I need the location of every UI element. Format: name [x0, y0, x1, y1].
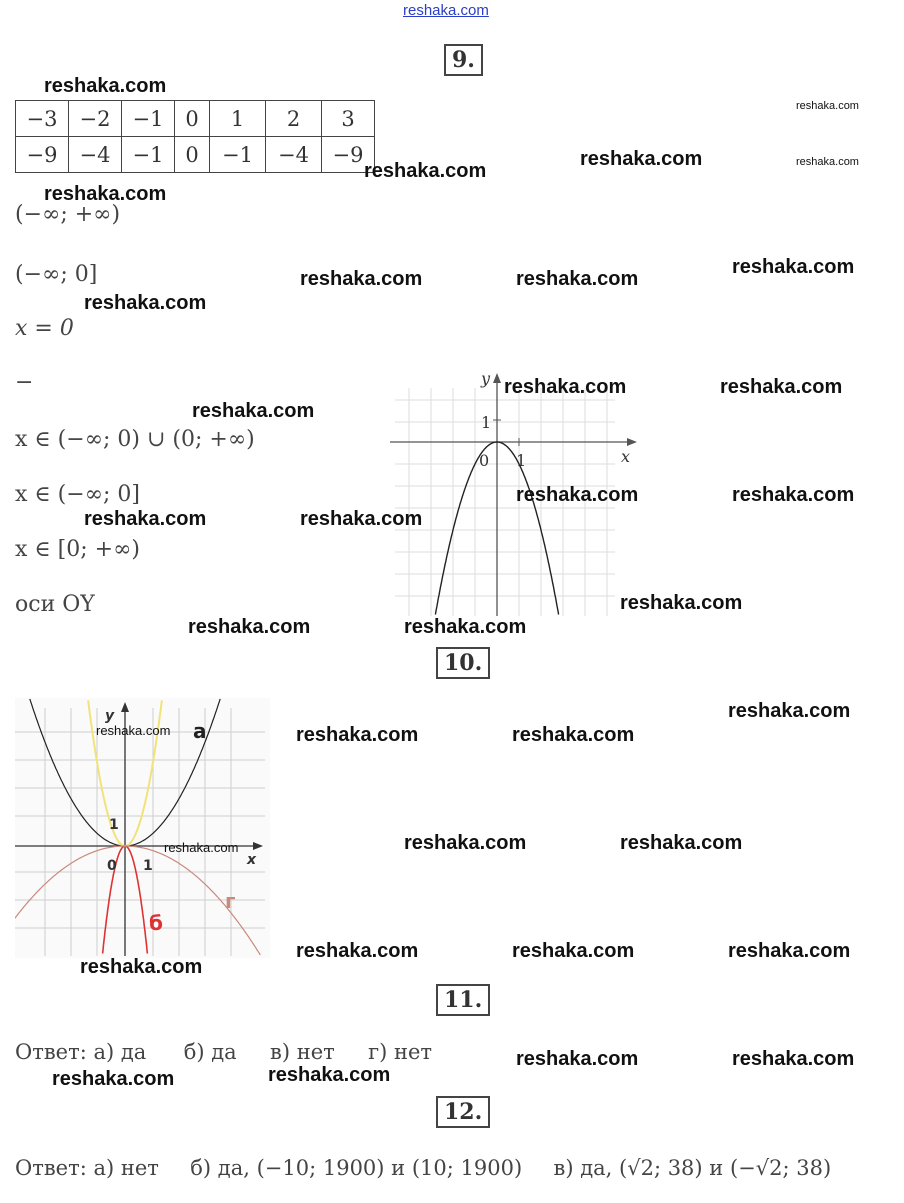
x-axis-label: x: [621, 447, 631, 466]
watermark: reshaka.com: [504, 376, 627, 398]
task-number-12: 12.: [436, 1096, 490, 1128]
table-cell: 2: [266, 101, 322, 137]
watermark: reshaka.com: [512, 724, 635, 746]
origin-label: 0: [479, 451, 490, 470]
curve-label-g: г: [225, 889, 236, 913]
watermark: reshaka.com: [732, 484, 855, 506]
watermark: reshaka.com: [620, 832, 743, 854]
y-tick-label: 1: [109, 817, 119, 833]
x-axis-label: x: [247, 852, 257, 868]
task-number-10: 10.: [436, 647, 490, 679]
table-cell: 3: [322, 101, 375, 137]
watermark: reshaka.com: [44, 75, 167, 97]
watermark: reshaka.com: [512, 940, 635, 962]
watermark: reshaka.com: [580, 148, 703, 170]
watermark: reshaka.com: [84, 292, 207, 314]
answer-line: x = 0: [15, 316, 74, 341]
watermark: reshaka.com: [728, 940, 851, 962]
answer-12: [15, 1156, 831, 1180]
watermark: reshaka.com: [84, 508, 207, 530]
table-row: [16, 101, 375, 137]
table-cell: 0: [175, 101, 210, 137]
answer-line: x ∈ (−∞; 0) ∪ (0; +∞): [15, 427, 255, 452]
x-axis-arrow: [627, 438, 637, 446]
x-tick-label: 1: [143, 858, 153, 874]
answer-v: в) нет: [270, 1040, 335, 1064]
watermark: reshaka.com: [728, 700, 851, 722]
watermark: reshaka.com: [296, 940, 419, 962]
watermark: reshaka.com: [192, 400, 315, 422]
answer-line: −: [15, 370, 34, 395]
answer-g: г) нет: [368, 1040, 433, 1064]
answer-line: оси OY: [15, 592, 95, 617]
answer-line: x ∈ [0; +∞): [15, 537, 141, 562]
table-cell: −1: [122, 137, 175, 173]
table-cell: −4: [266, 137, 322, 173]
watermark: reshaka.com: [96, 723, 171, 738]
answer-line: (−∞; +∞): [15, 202, 121, 227]
watermark: reshaka.com: [516, 484, 639, 506]
watermark: reshaka.com: [620, 592, 743, 614]
site-link[interactable]: reshaka.com: [403, 2, 489, 19]
answer-b: б) да, (−10; 1900) и (10; 1900): [190, 1156, 523, 1180]
values-table: [15, 100, 375, 173]
watermark: reshaka.com: [720, 376, 843, 398]
answer-line: x ∈ (−∞; 0]: [15, 482, 141, 507]
table-cell: −1: [210, 137, 266, 173]
task-number-11: 11.: [436, 984, 490, 1016]
curve-label-b: б: [149, 911, 163, 935]
watermark: reshaka.com: [732, 256, 855, 278]
table-cell: −9: [16, 137, 69, 173]
watermark: reshaka.com: [732, 1048, 855, 1070]
table-cell: −9: [322, 137, 375, 173]
answer-a: а) нет: [93, 1156, 159, 1180]
watermark: reshaka.com: [44, 183, 167, 205]
task-number-9: 9.: [444, 44, 483, 76]
origin-label: 0: [107, 858, 117, 874]
table-cell: −3: [16, 101, 69, 137]
table-cell: −2: [69, 101, 122, 137]
watermark: reshaka.com: [516, 1048, 639, 1070]
watermark: reshaka.com: [80, 956, 203, 978]
y-axis-label: y: [105, 708, 115, 724]
watermark: reshaka.com: [364, 160, 487, 182]
answer-prefix: Ответ:: [15, 1156, 87, 1180]
x-tick-label: 1: [516, 451, 527, 470]
watermark: reshaka.com: [796, 156, 859, 168]
watermark: reshaka.com: [300, 268, 423, 290]
watermark: reshaka.com: [52, 1068, 175, 1090]
watermark: reshaka.com: [404, 832, 527, 854]
watermark: reshaka.com: [796, 100, 859, 112]
y-axis-arrow: [493, 373, 501, 383]
y-axis-label: y: [481, 369, 491, 388]
table-cell: −1: [122, 101, 175, 137]
table-cell: 0: [175, 137, 210, 173]
watermark: reshaka.com: [404, 616, 527, 638]
watermark: reshaka.com: [516, 268, 639, 290]
table-cell: −4: [69, 137, 122, 173]
watermark: reshaka.com: [268, 1064, 391, 1086]
answer-prefix: Ответ:: [15, 1040, 87, 1064]
table-row: [16, 137, 375, 173]
answer-line: (−∞; 0]: [15, 262, 98, 287]
answer-v: в) да, (√2; 38) и (−√2; 38): [553, 1156, 832, 1180]
answer-b: б) да: [183, 1040, 237, 1064]
watermark: reshaka.com: [300, 508, 423, 530]
watermark: reshaka.com: [188, 616, 311, 638]
answer-11: [15, 1040, 432, 1064]
table-cell: 1: [210, 101, 266, 137]
y-tick-label: 1: [481, 413, 492, 432]
curve-label-a: а: [193, 719, 207, 743]
watermark: reshaka.com: [164, 840, 239, 855]
watermark: reshaka.com: [296, 724, 419, 746]
answer-a: а) да: [93, 1040, 147, 1064]
